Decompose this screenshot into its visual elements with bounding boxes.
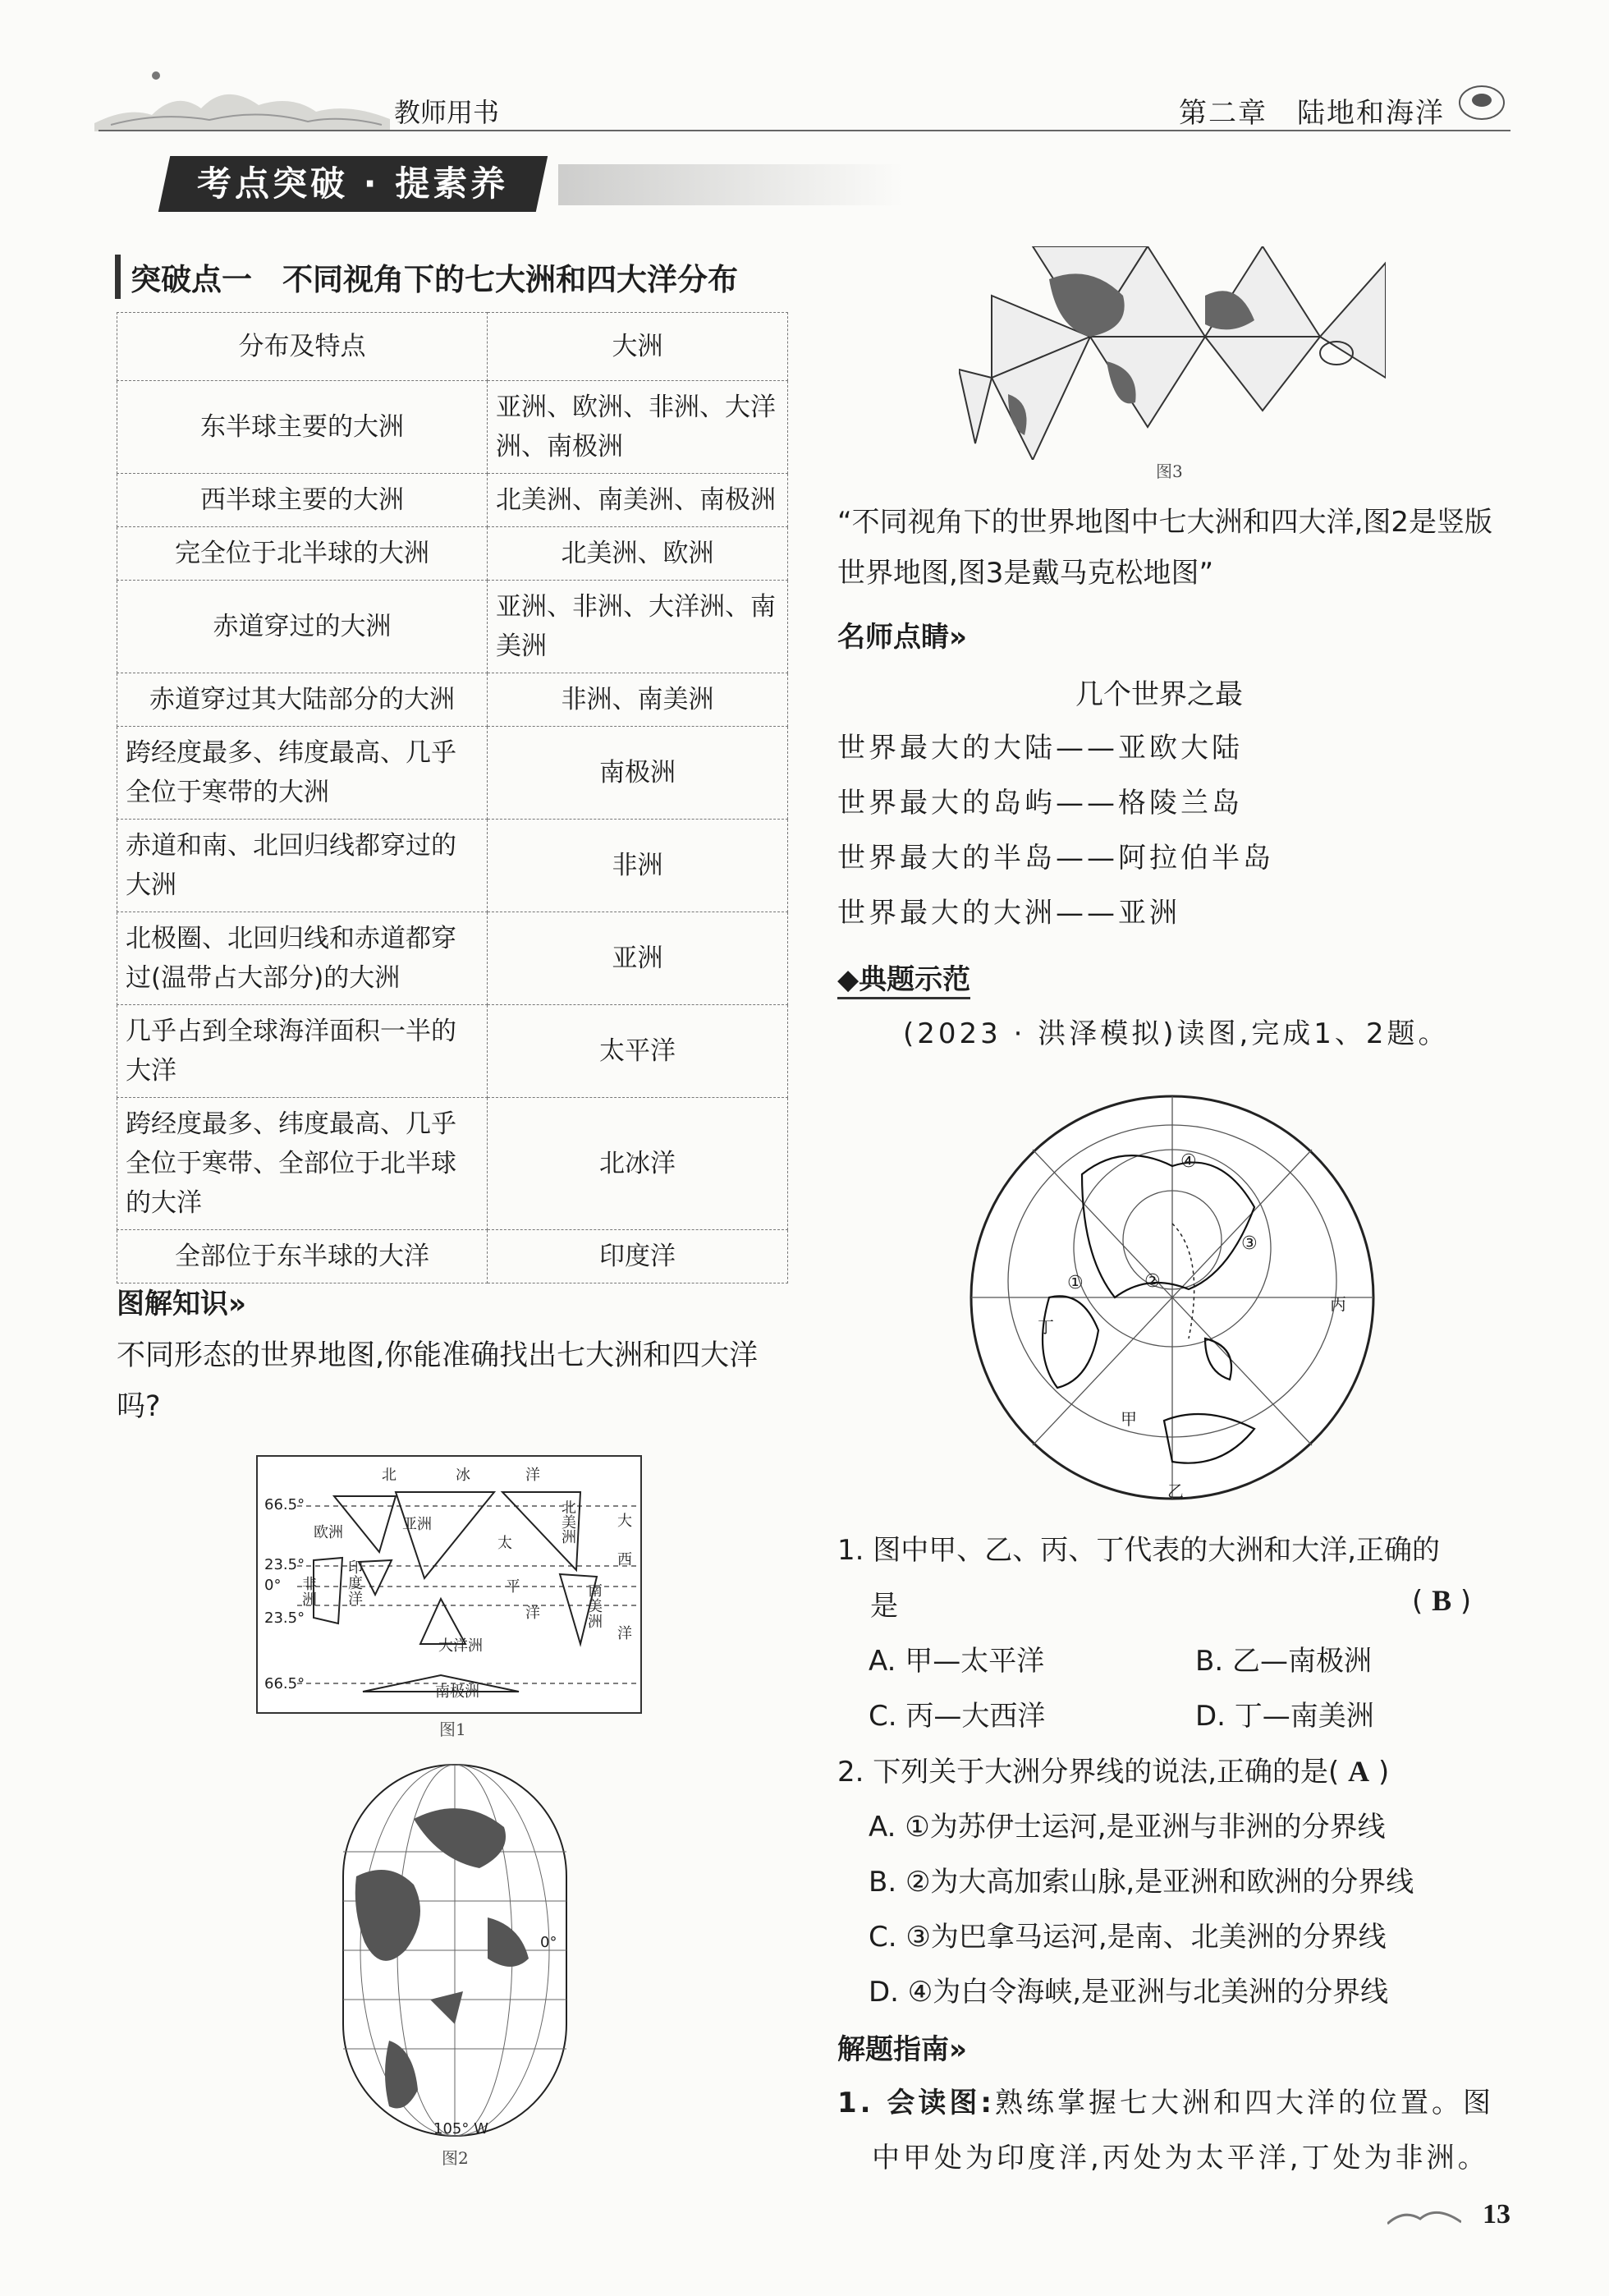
table-cell-continent: 亚洲 [488, 912, 788, 1005]
footer-mountain-decoration [1387, 2201, 1461, 2225]
fig1-caption: 图1 [439, 1720, 466, 1739]
fig1-label-south-america: 南美洲 [588, 1582, 603, 1631]
table-row [117, 912, 788, 1005]
table-header-cell: 大洲 [488, 313, 788, 381]
fig2-meridian-label: 0° [540, 1934, 557, 1951]
header-logo-icon [1457, 82, 1506, 123]
dianti-intro: (2023 · 洪泽模拟)读图,完成1、2题。 [903, 1017, 1450, 1050]
table-cell-continent: 北冰洋 [488, 1098, 788, 1230]
fig1-lat-label: 23.5° [264, 1556, 305, 1573]
mingshi-item: 世界最大的大陆——亚欧大陆 [837, 732, 1243, 765]
section-title: 突破点一 不同视角下的七大洲和四大洋分布 [115, 255, 738, 299]
jieti-text-line1: 1. 会读图:熟练掌握七大洲和四大洋的位置。图 [837, 2087, 1495, 2119]
polar-globe-map [959, 1092, 1386, 1503]
dianti-heading: ◆典题示范 [837, 957, 970, 999]
globe-marker-3: ③ [1241, 1233, 1258, 1254]
globe-label-bing: 丙 [1330, 1294, 1346, 1314]
q2-option: B. ②为大高加索山脉,是亚洲和欧洲的分界线 [869, 1866, 1414, 1899]
header-left-label: 教师用书 [394, 97, 500, 128]
table-cell-continent: 非洲 [488, 820, 788, 912]
table-cell-feature: 跨经度最多、纬度最高、几乎全位于寒带、全部位于北半球的大洋 [117, 1098, 488, 1230]
fig1-label-indian-ocean: 印度洋 [348, 1559, 363, 1608]
fig1-label-oceania: 大洋洲 [438, 1637, 483, 1655]
tujie-text: 不同形态的世界地图,你能准确找出七大洲和四大洋吗? [117, 1339, 759, 1423]
fig1-lat-label: 23.5° [264, 1609, 305, 1627]
jieti-text-line2: 中甲处为印度洋,丙处为太平洋,丁处为非洲。 [872, 2142, 1489, 2174]
fig1-label-pacific-3: 洋 [525, 1605, 540, 1622]
table-cell-feature: 完全位于北半球的大洲 [117, 527, 488, 581]
double-chevron-icon: » [949, 621, 967, 654]
banner-fade-decoration [558, 164, 903, 205]
fig3-dymaxion-map [959, 246, 1386, 460]
fig1-label-asia: 亚洲 [402, 1516, 432, 1533]
jieti-heading: 解题指南» [837, 2033, 967, 2066]
table-header-cell: 分布及特点 [117, 313, 488, 381]
q1-option: D. 丁—南美洲 [1195, 1700, 1374, 1733]
mingshi-subtitle: 几个世界之最 [1075, 678, 1243, 711]
table-cell-continent: 北美洲、南美洲、南极洲 [488, 474, 788, 527]
q1-option: A. 甲—太平洋 [869, 1645, 1045, 1678]
table-row [117, 1005, 788, 1098]
table-cell-feature: 赤道穿过其大陆部分的大洲 [117, 673, 488, 727]
table-cell-feature: 赤道穿过的大洲 [117, 581, 488, 673]
fig1-label-europe: 欧洲 [314, 1524, 343, 1541]
tujie-heading: 图解知识» [117, 1288, 246, 1320]
mingshi-item: 世界最大的岛屿——格陵兰岛 [837, 787, 1243, 820]
table-cell-feature: 几乎占到全球海洋面积一半的大洋 [117, 1005, 488, 1098]
fig3-caption: 图3 [1156, 461, 1183, 481]
table-row [117, 1230, 788, 1283]
table-row [117, 820, 788, 912]
table-row [117, 673, 788, 727]
q1-option: C. 丙—大西洋 [869, 1700, 1046, 1733]
fig1-label-atlantic-3: 洋 [617, 1625, 632, 1642]
fig2-longitude-label: 105° W [433, 2120, 488, 2138]
q2-option: C. ③为巴拿马运河,是南、北美洲的分界线 [869, 1921, 1387, 1954]
q2-answer: A [1348, 1755, 1370, 1788]
distribution-table [117, 312, 788, 1283]
fig2-caption: 图2 [442, 2148, 469, 2168]
globe-marker-2: ② [1144, 1271, 1161, 1292]
fig1-label-pacific-2: 平 [506, 1578, 520, 1596]
table-row [117, 581, 788, 673]
fig1-ocean-label: 北 [382, 1467, 397, 1484]
fig1-ocean-label: 洋 [525, 1467, 540, 1484]
table-cell-continent: 非洲、南美洲 [488, 673, 788, 727]
fig1-lat-label: 66.5° [264, 1675, 305, 1692]
mingshi-item: 世界最大的半岛——阿拉伯半岛 [837, 842, 1274, 875]
table-cell-continent: 北美洲、欧洲 [488, 527, 788, 581]
double-chevron-icon: » [949, 2033, 967, 2066]
map-quote: “不同视角下的世界地图中七大洲和四大洋,图2是竖版世界地图,图3是戴马克松地图” [837, 506, 1493, 590]
globe-label-jia: 甲 [1121, 1409, 1137, 1429]
q1-option: B. 乙—南极洲 [1195, 1645, 1372, 1678]
table-cell-feature: 全部位于东半球的大洋 [117, 1230, 488, 1283]
header-divider [99, 130, 1510, 131]
table-cell-continent: 南极洲 [488, 727, 788, 820]
table-row [117, 527, 788, 581]
table-cell-continent: 印度洋 [488, 1230, 788, 1283]
fig1-label-north-america: 北美洲 [562, 1499, 576, 1546]
table-row [117, 1098, 788, 1230]
table-row [117, 381, 788, 474]
section-banner: 考点突破 · 提素养 [158, 156, 548, 212]
table-header-row [117, 313, 788, 381]
table-cell-continent: 亚洲、欧洲、非洲、大洋洲、南极洲 [488, 381, 788, 474]
table-row [117, 474, 788, 527]
q2-option: D. ④为白令海峡,是亚洲与北美洲的分界线 [869, 1976, 1389, 2009]
globe-marker-1: ① [1067, 1273, 1084, 1293]
fig1-label-atlantic-2: 西 [617, 1551, 632, 1568]
table-cell-feature: 北极圈、北回归线和赤道都穿过(温带占大部分)的大洲 [117, 912, 488, 1005]
table-row [117, 727, 788, 820]
q1-answer-box: ( B ) [1412, 1584, 1472, 1618]
jieti-label: 1. 会读图: [837, 2087, 996, 2119]
globe-marker-4: ④ [1180, 1151, 1197, 1172]
globe-label-yi: 乙 [1167, 1481, 1184, 1501]
table-cell-feature: 东半球主要的大洲 [117, 381, 488, 474]
page-number: 13 [1483, 2199, 1510, 2229]
fig2-vertical-world-map [340, 1761, 570, 2139]
fig1-label-pacific-1: 太 [497, 1535, 512, 1552]
fig1-label-antarctica: 南极洲 [435, 1683, 479, 1701]
q2-option: A. ①为苏伊士运河,是亚洲与非洲的分界线 [869, 1811, 1386, 1844]
fig1-lat-label: 66.5° [264, 1496, 305, 1513]
q1-answer: B [1432, 1584, 1452, 1617]
q1-stem-cont: 是 [870, 1590, 898, 1623]
table-cell-continent: 太平洋 [488, 1005, 788, 1098]
globe-label-ding: 丁 [1038, 1317, 1054, 1337]
fig1-lat-label: 0° [264, 1577, 282, 1594]
diamond-icon: ◆ [837, 963, 860, 996]
table-cell-feature: 西半球主要的大洲 [117, 474, 488, 527]
table-cell-feature: 跨经度最多、纬度最高、几乎全位于寒带的大洲 [117, 727, 488, 820]
table-cell-continent: 亚洲、非洲、大洋洲、南美洲 [488, 581, 788, 673]
mingshi-item: 世界最大的大洲——亚洲 [837, 897, 1180, 930]
q2-stem: 2. 下列关于大洲分界线的说法,正确的是( A ) [837, 1755, 1390, 1789]
fig1-ocean-label: 冰 [456, 1467, 470, 1484]
fig1-label-africa: 非洲 [302, 1576, 317, 1609]
fig1-label-atlantic-1: 大 [617, 1513, 632, 1530]
double-chevron-icon: » [228, 1288, 246, 1320]
q1-stem: 1. 图中甲、乙、丙、丁代表的大洲和大洋,正确的 [837, 1534, 1441, 1567]
table-cell-feature: 赤道和南、北回归线都穿过的大洲 [117, 820, 488, 912]
header-landscape-decoration [94, 57, 390, 131]
mingshi-heading: 名师点睛» [837, 621, 967, 654]
header-chapter-title: 第二章 陆地和海洋 [1179, 97, 1445, 130]
